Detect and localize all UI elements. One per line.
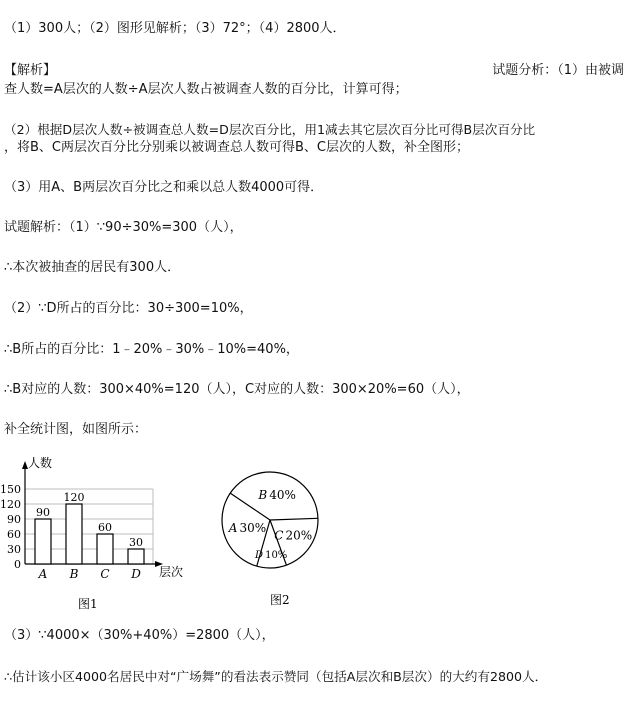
x-axis-label: 层次	[159, 565, 184, 579]
bar	[97, 534, 113, 564]
bar-value-label: 90	[36, 506, 50, 519]
pie-slice-label: C 20%	[274, 528, 313, 543]
bar	[128, 549, 144, 564]
x-tick-label: B	[69, 567, 79, 581]
bar-chart	[0, 455, 183, 581]
solution-line-1: 试题解析：（1）∵90÷30%=300（人），	[4, 220, 243, 235]
solution-line-5: ∴B对应的人数：300×40%=120（人），C对应的人数：300×20%=60（人），	[4, 382, 470, 397]
bar-value-label: 60	[98, 521, 112, 534]
pie-chart	[222, 472, 318, 568]
analysis-p1: 查人数=A层次的人数÷A层次人数占被调查人数的百分比，计算可得；	[4, 82, 408, 97]
solution-line-2: ∴本次被抽查的居民有300人．	[4, 260, 181, 275]
pie-slice-label: B 40%	[258, 488, 296, 503]
pie-slice-label: A 30%	[228, 521, 267, 536]
y-tick-label: 30	[7, 543, 21, 556]
analysis-p2-line1: （2）根据D层次人数÷被调查总人数=D层次百分比，用1减去其它层次百分比可得B层次百分比	[4, 122, 536, 137]
y-tick-label: 0	[14, 558, 21, 571]
pie-chart-figure	[210, 460, 340, 610]
solution-line-3: （2）∵D所占的百分比：30÷300=10%，	[4, 301, 253, 316]
bar-value-label: 120	[63, 491, 85, 504]
analysis-p3: （3）用A、B两层次百分比之和乘以总人数4000可得．	[4, 180, 324, 195]
analysis-p2-line2: ，将B、C两层次百分比分别乘以被调查总人数可得B、C层次的人数，补全图形；	[4, 140, 469, 155]
bar	[66, 504, 82, 564]
y-tick-label: 150	[0, 483, 21, 496]
figure2-caption: 图2	[270, 593, 290, 607]
y-tick-label: 120	[0, 498, 21, 511]
y-tick-label: 90	[7, 513, 21, 526]
x-tick-label: A	[38, 567, 48, 581]
analysis-title: 试题分析：（1）由被调	[492, 63, 624, 78]
x-tick-label: D	[131, 567, 141, 581]
answer-line: （1）300人；（2）图形见解析；（3）72°；（4）2800人．	[4, 21, 346, 36]
y-tick-label: 60	[7, 528, 21, 541]
solution-line-6: 补全统计图，如图所示：	[4, 422, 148, 437]
solution-line-8: ∴估计该小区4000名居民中对“广场舞”的看法表示赞同（包括A层次和B层次）的大约有2800人．	[4, 669, 548, 684]
solution-line-7: （3）∵4000×（30%+40%）=2800（人），	[4, 628, 275, 643]
y-axis-label: 人数	[28, 456, 53, 470]
figure1-caption: 图1	[78, 597, 98, 611]
bar-chart-figure	[0, 452, 200, 612]
bar	[35, 519, 51, 564]
pie-slice-label: D 10%	[255, 549, 288, 561]
x-tick-label: C	[100, 567, 110, 581]
solution-line-4: ∴B所占的百分比：1﹣20%﹣30%﹣10%=40%，	[4, 342, 299, 357]
bar-value-label: 30	[129, 536, 143, 549]
analysis-tag: 【解析】	[4, 63, 57, 78]
